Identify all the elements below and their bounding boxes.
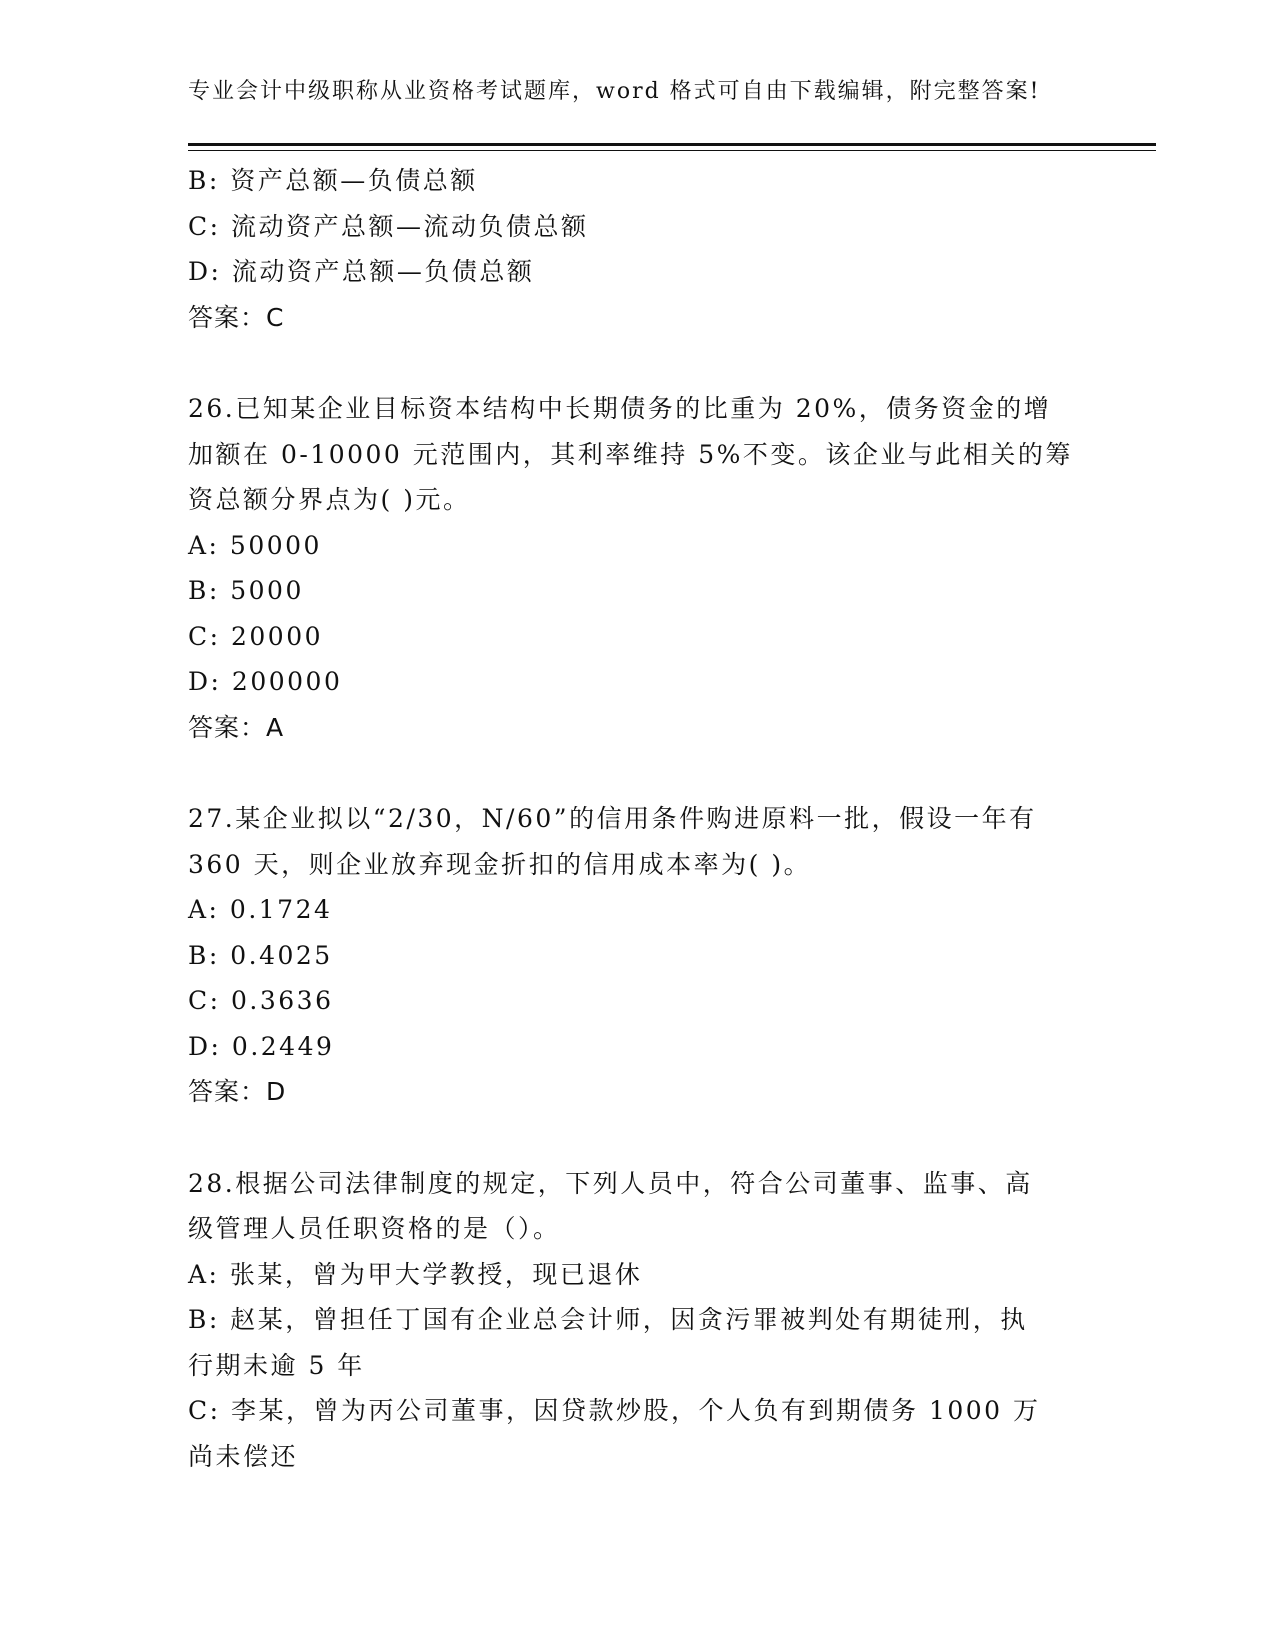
header-rule-thick (188, 143, 1156, 146)
question-text-line: 加额在 0-10000 元范围内，其利率维持 5%不变。该企业与此相关的筹 (188, 439, 1073, 469)
option-d: D: 0.2449 (188, 1031, 335, 1061)
question-27 (188, 796, 1088, 1115)
question-text-line: 27.某企业拟以“2/30，N/60”的信用条件购进原料一批，假设一年有 (188, 804, 1037, 833)
option-b: B: 资产总额—负债总额 (188, 166, 478, 195)
question-text-line: 28.根据公司法律制度的规定，下列人员中，符合公司董事、监事、高 (188, 1168, 1033, 1198)
option-a: A: 张某，曾为甲大学教授，现已退休 (188, 1259, 643, 1289)
question-text-line: 资总额分界点为( )元。 (188, 485, 471, 514)
option-c: C: 李某，曾为丙公司董事，因贷款炒股，个人负有到期债务 1000 万 (188, 1396, 1041, 1425)
spacer (188, 750, 1088, 796)
option-c: C: 流动资产总额—流动负债总额 (188, 211, 589, 241)
header-rule-thin (188, 150, 1156, 151)
option-d: D: 流动资产总额—负债总额 (188, 257, 535, 286)
question-text-line: 360 天，则企业放弃现金折扣的信用成本率为( )。 (188, 849, 812, 879)
option-a: A: 50000 (188, 530, 322, 560)
question-26 (188, 386, 1088, 750)
question-28 (188, 1161, 1088, 1480)
option-b: B: 0.4025 (188, 940, 333, 970)
spacer (188, 1115, 1088, 1161)
spacer (188, 340, 1088, 386)
option-c: C: 20000 (188, 621, 324, 651)
option-c: C: 0.3636 (188, 986, 334, 1015)
question-content (188, 158, 1088, 1479)
option-d: D: 200000 (188, 667, 343, 696)
answer: 答案：A (188, 712, 285, 742)
answer: 答案：C (188, 302, 285, 332)
question-text-line: 级管理人员任职资格的是（）。 (188, 1214, 561, 1243)
page-header: 专业会计中级职称从业资格考试题库，word 格式可自由下载编辑，附完整答案! (188, 79, 1041, 104)
option-b: B: 5000 (188, 576, 304, 605)
question-25-tail (188, 158, 1088, 340)
option-a: A: 0.1724 (188, 895, 333, 924)
question-text-line: 26.已知某企业目标资本结构中长期债务的比重为 20%，债务资金的增 (188, 394, 1052, 423)
answer: 答案：D (188, 1077, 287, 1106)
option-b: B: 赵某，曾担任丁国有企业总会计师，因贪污罪被判处有期徒刑，执 (188, 1305, 1028, 1334)
option-b-continued: 行期未逾 5 年 (188, 1350, 365, 1380)
option-c-continued: 尚未偿还 (188, 1441, 299, 1471)
